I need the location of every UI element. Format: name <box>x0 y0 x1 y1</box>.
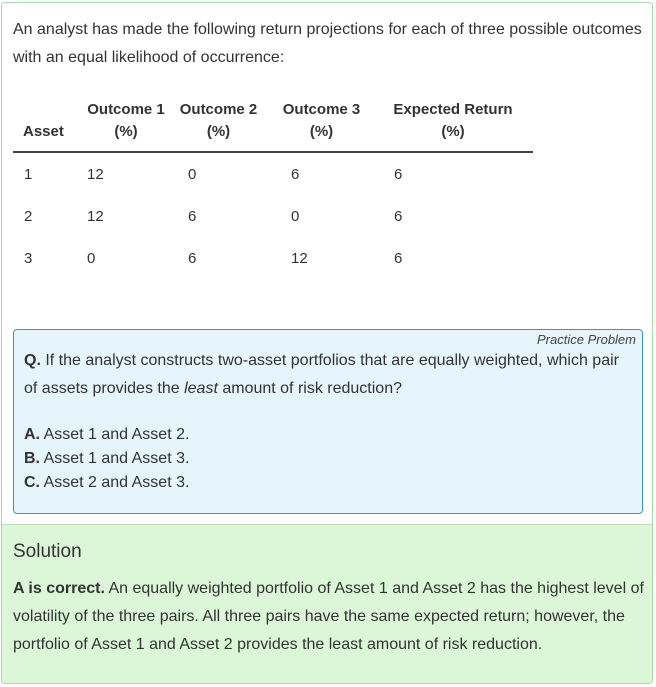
option-c[interactable] <box>24 471 189 495</box>
cell-outcome-2: 6 <box>188 249 197 267</box>
header-outcome-3-unit: (%) <box>309 123 334 140</box>
answer-options <box>24 423 189 495</box>
header-outcome-1-unit: (%) <box>114 123 138 140</box>
cell-outcome-1: 12 <box>87 165 104 183</box>
cell-expected-return: 6 <box>394 207 403 225</box>
option-b[interactable] <box>24 447 189 471</box>
header-outcome-3 <box>270 99 373 152</box>
question-before: If the analyst constructs two-asset portfolios that are equally weighted, which pair of assets provides the <box>24 352 619 397</box>
option-text: Asset 1 and Asset 3. <box>43 450 190 467</box>
header-expected-return <box>373 99 533 152</box>
header-outcome-2-unit: (%) <box>206 123 231 140</box>
option-a[interactable] <box>24 423 189 447</box>
cell-outcome-1: 12 <box>87 207 104 225</box>
option-letter: B. <box>24 450 40 467</box>
table-row <box>13 195 533 237</box>
cell-outcome-3: 6 <box>291 165 300 183</box>
cell-asset: 1 <box>24 165 33 183</box>
header-outcome-1 <box>85 99 167 152</box>
cell-outcome-2: 6 <box>188 207 197 225</box>
cell-outcome-1: 0 <box>87 249 96 267</box>
cell-outcome-3: 12 <box>291 249 308 267</box>
option-letter: C. <box>24 474 40 491</box>
problem-card <box>1 2 653 684</box>
question-prefix: Q. <box>24 352 41 369</box>
cell-asset: 2 <box>24 207 33 225</box>
practice-problem-box <box>13 329 643 514</box>
header-expected-return-unit: (%) <box>441 123 465 140</box>
question-emphasis: least <box>184 380 218 397</box>
cell-outcome-3: 0 <box>291 207 300 225</box>
solution-verdict: A is correct. <box>13 580 105 597</box>
question-after: amount of risk reduction? <box>222 380 402 397</box>
solution-body <box>13 575 647 659</box>
cell-expected-return: 6 <box>394 249 403 267</box>
solution-title: Solution <box>13 541 82 562</box>
header-outcome-2 <box>167 99 270 152</box>
return-projections-table <box>13 99 533 279</box>
option-text: Asset 1 and Asset 2. <box>43 426 190 443</box>
table-row <box>13 237 533 279</box>
question-text <box>24 347 634 403</box>
header-outcome-1-title: Outcome 1 <box>87 101 165 118</box>
table-header-row <box>13 99 533 152</box>
table-row <box>13 152 533 195</box>
option-letter: A. <box>24 426 40 443</box>
solution-text: An equally weighted portfolio of Asset 1 and Asset 2 has the highest level of volatility of the three pairs. All three pairs have the same expected return; however, the portfolio of Asset 1 and Asset 2 provides the least amount of risk reduction. <box>13 580 644 653</box>
header-asset: Asset <box>13 99 85 152</box>
cell-asset: 3 <box>24 249 33 267</box>
solution-panel <box>2 524 652 684</box>
cell-expected-return: 6 <box>394 165 403 183</box>
header-expected-return-title: Expected Return <box>393 101 513 118</box>
practice-problem-tag: Practice Problem <box>537 332 636 347</box>
header-outcome-3-title: Outcome 3 <box>282 101 361 118</box>
cell-outcome-2: 0 <box>188 165 197 183</box>
intro-text: An analyst has made the following return projections for each of three possible outcomes with an equal likelihood of occurrence: <box>13 21 642 66</box>
option-text: Asset 2 and Asset 3. <box>43 474 190 491</box>
header-outcome-2-title: Outcome 2 <box>179 101 258 118</box>
